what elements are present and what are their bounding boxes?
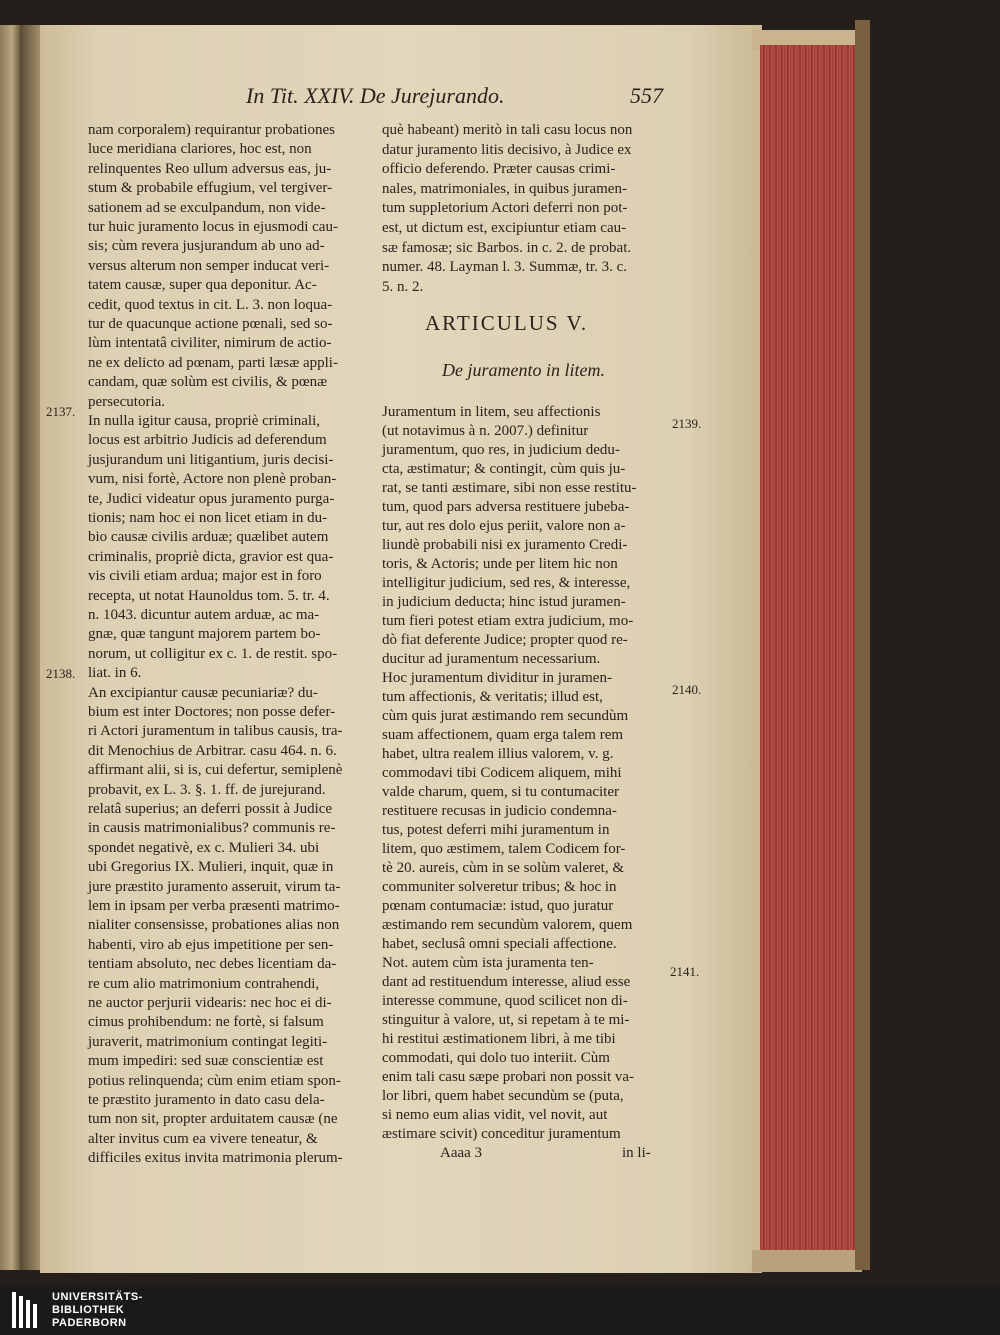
text-line: communiter solveretur tribus; & hoc in bbox=[382, 879, 617, 895]
text-line: tentiam absoluto, nec debes licentiam da- bbox=[88, 956, 337, 973]
text-line: tatem causæ, super qua deponitur. Ac- bbox=[88, 277, 317, 294]
text-line: cedit, quod textus in cit. L. 3. non loqua- bbox=[88, 296, 333, 313]
article-subheading: De juramento in litem. bbox=[442, 360, 605, 380]
margin-number-2138: 2138. bbox=[46, 666, 76, 681]
text-line: suam affectionem, quam erga talem rem bbox=[382, 727, 624, 743]
book-cover-edge bbox=[855, 20, 870, 1270]
page-block-bottom bbox=[752, 1250, 862, 1272]
margin-number-2141: 2141. bbox=[670, 964, 700, 979]
text-line: 5. n. 2. bbox=[382, 278, 424, 295]
text-line: valde charum, quem, si tu contumaciter bbox=[382, 784, 620, 800]
text-line: interesse commune, quod scilicet non di- bbox=[382, 993, 628, 1009]
signature-mark: Aaaa 3 bbox=[440, 1145, 483, 1161]
text-line: jusjurandum uni litigantium, juris decisi- bbox=[88, 451, 334, 468]
text-line: nialiter consensisse, probationes alias non bbox=[88, 917, 340, 934]
text-line: luce meridiana clariores, hoc est, non bbox=[88, 141, 312, 158]
text-line: re cum alio matrimonium contrahendi, bbox=[88, 975, 320, 992]
text-line: in judicium deducta; hinc istud juramen- bbox=[382, 594, 626, 610]
logo-line-1: UNIVERSITÄTS- bbox=[52, 1291, 143, 1303]
text-line: tum affectionis, & veritatis; illud est, bbox=[382, 689, 603, 705]
text-line: tum non sit, propter arduitatem causæ (ne bbox=[88, 1111, 338, 1128]
text-line: hi restitui æstimationem libri, à me tibi bbox=[382, 1031, 616, 1047]
text-line: vum, nisi fortè, Actore non plenè proban- bbox=[88, 471, 337, 488]
text-line: nam corporalem) requirantur probationes bbox=[88, 122, 335, 138]
text-line: tur de quacunque actione pœnali, sed so- bbox=[88, 316, 333, 332]
text-line: spondet negativè, ex c. Mulieri 34. ubi bbox=[88, 839, 320, 856]
text-line: ne ex delicto ad pœnam, parti læsæ appli- bbox=[88, 354, 338, 371]
text-line: dò fiat deferente Judice; propter quod re- bbox=[382, 632, 628, 648]
text-line: rat, se tanti æstimare, sibi non esse restitu- bbox=[382, 480, 637, 496]
text-line: criminalis, propriè dicta, gravior est qua- bbox=[88, 548, 334, 565]
text-line: sis; cùm revera jusjurandum ab uno ad- bbox=[88, 238, 325, 255]
text-line: numer. 48. Layman l. 3. Summæ, tr. 3. c. bbox=[382, 259, 627, 276]
logo-line-3: PADERBORN bbox=[52, 1317, 127, 1329]
text-line: relinquentes Reo ullum adversus eas, ju- bbox=[88, 160, 332, 177]
text-line: affirmant alii, si is, cui defertur, semiplenè bbox=[88, 762, 343, 779]
left-page-edge bbox=[0, 25, 20, 1270]
red-page-edges bbox=[760, 45, 856, 1257]
text-line: sationem ad se exculpandum, non vide- bbox=[88, 199, 326, 216]
text-line: bium est inter Doctores; non posse defer- bbox=[88, 704, 336, 720]
text-line: vis civili etiam ardua; major est in foro bbox=[88, 568, 322, 585]
running-title: In Tit. XXIV. De Jurejurando. bbox=[246, 83, 505, 108]
page-number: 557 bbox=[630, 83, 663, 108]
text-line: (ut notavimus à n. 2007.) definitur bbox=[382, 423, 589, 439]
text-line: Not. autem cùm ista juramenta ten- bbox=[382, 955, 594, 971]
text-line: in causis matrimonialibus? communis re- bbox=[88, 820, 336, 837]
text-line: lor libri, quem habet secundùm se (puta, bbox=[382, 1088, 624, 1104]
text-line: juramentum, quo res, in judicium dedu- bbox=[382, 442, 620, 458]
library-logo-icon bbox=[10, 1290, 44, 1330]
text-line: recepta, ut notat Haunoldus tom. 5. tr. 4. bbox=[88, 587, 330, 604]
text-line: restituere recusas in judicio condemna- bbox=[382, 803, 617, 819]
text-line: liat. in 6. bbox=[88, 665, 142, 682]
text-line: An excipiantur causæ pecuniariæ? du- bbox=[88, 684, 318, 701]
text-line: commodati, qui dolo tuo interiit. Cùm bbox=[382, 1050, 610, 1066]
book-gutter bbox=[20, 25, 42, 1270]
margin-number-2140: 2140. bbox=[672, 682, 702, 697]
text-line: lem in ipsam per verba præsenti matrimo- bbox=[88, 898, 340, 914]
text-line: stinguitur à valore, ut, si repetam à te mi- bbox=[382, 1012, 630, 1028]
text-line: tur huic juramento locus in ejusmodi cau- bbox=[88, 219, 338, 235]
text-line: dit Menochius de Arbitrar. casu 464. n. 6. bbox=[88, 742, 337, 759]
text-line: bio causæ civilis arduæ; quælibet autem bbox=[88, 529, 329, 546]
text-line: tum suppletorium Actori deferri non pot- bbox=[382, 200, 628, 217]
text-line: norum, ut colligitur ex c. 1. de restit. spo- bbox=[88, 645, 338, 662]
text-line: ducitur ad juramentum necessarium. bbox=[382, 651, 601, 667]
text-line: toris, & Actoris; unde per litem hic non bbox=[382, 556, 618, 572]
text-line: liundè probabili nisi ex juramento Credi- bbox=[382, 537, 628, 553]
text-line: habet, seclusâ omni speciali affectione. bbox=[382, 936, 617, 952]
text-line: potius relinquenda; cùm enim etiam spon- bbox=[88, 1072, 341, 1089]
text-line: si nemo eum alias vidit, vel novit, aut bbox=[382, 1107, 608, 1123]
text-line: cùm quis jurat æstimando rem secundùm bbox=[382, 708, 629, 724]
text-line: æstimare scivit) conceditur juramentum bbox=[382, 1126, 621, 1142]
text-line: n. 1043. dicuntur autem arduæ, ac ma- bbox=[88, 607, 320, 623]
text-line: officio deferendo. Præter causas crimi- bbox=[382, 161, 616, 178]
text-line: Hoc juramentum dividitur in juramen- bbox=[382, 670, 612, 686]
catchword: in li- bbox=[622, 1145, 651, 1161]
text-line: dant ad restituendum interesse, aliud esse bbox=[382, 974, 631, 990]
text-line: tionis; nam hoc ei non licet etiam in du- bbox=[88, 510, 328, 526]
text-line: difficiles exitus invita matrimonia plerum- bbox=[88, 1150, 343, 1167]
text-line: litem, quo æstimem, talem Codicem for- bbox=[382, 841, 626, 857]
text-line: est, ut dictum est, excipiuntur etiam cau- bbox=[382, 220, 627, 236]
text-line: datur juramento litis decisivo, à Judice ex bbox=[382, 141, 632, 158]
text-line: què habeant) meritò in tali casu locus non bbox=[382, 122, 633, 138]
text-line: tum fieri potest etiam extra judicium, mo- bbox=[382, 613, 634, 629]
text-line: locus est arbitrio Judicis ad deferendum bbox=[88, 432, 327, 449]
text-line: ubi Gregorius IX. Mulieri, inquit, quæ in bbox=[88, 859, 334, 876]
article-heading: ARTICULUS V. bbox=[425, 311, 589, 335]
text-line: habenti, viro ab ejus impetitione per sen- bbox=[88, 936, 334, 953]
text-line: probavit, ex L. 3. §. 1. ff. de jurejurand. bbox=[88, 781, 326, 798]
text-line: relatâ superius; an deferri possit à Judice bbox=[88, 801, 333, 817]
text-line: tus, potest deferri mihi juramentum in bbox=[382, 822, 610, 838]
library-footer bbox=[0, 1285, 1000, 1335]
text-line: jure præstito juramento asseruit, virum ta- bbox=[88, 878, 341, 895]
text-line: sæ famosæ; sic Barbos. in c. 2. de probat. bbox=[382, 239, 632, 256]
text-line: ri Actori juramentum in talibus causis, tra- bbox=[88, 723, 343, 740]
text-line: Juramentum in litem, seu affectionis bbox=[382, 404, 601, 420]
text-line: te, Judici videatur opus juramento purga- bbox=[88, 490, 335, 507]
text-line: mum impediri: sed suæ conscientiæ est bbox=[88, 1053, 324, 1070]
text-line: tè 20. aureis, cùm in se solùm valeret, & bbox=[382, 860, 625, 876]
text-line: habet, ultra realem illius valorem, v. g. bbox=[382, 746, 614, 762]
text-line: versus alterum non semper inducat veri- bbox=[88, 257, 330, 274]
text-line: tum, quod pars adversa restituere jubeba- bbox=[382, 499, 630, 515]
text-line: intelligitur judicium, sed res, & interesse, bbox=[382, 575, 631, 591]
text-line: ne auctor perjurii videaris: nec hoc ei di- bbox=[88, 995, 332, 1011]
text-line: pœnam contumaciæ: istud, quo juratur bbox=[382, 898, 614, 914]
text-line: stum & probabile effugium, vel tergiver- bbox=[88, 180, 333, 197]
text-line: In nulla igitur causa, propriè criminali, bbox=[88, 413, 321, 429]
text-line: juraverit, matrimonium contingat legiti- bbox=[88, 1033, 328, 1050]
text-line: te præstito juramento in dato casu dela- bbox=[88, 1092, 325, 1108]
text-line: tur, aut res dolo ejus periit, valore non a- bbox=[382, 518, 626, 534]
text-line: alter invitus cum ea vivere teneatur, & bbox=[88, 1130, 318, 1147]
text-line: commodavi tibi Codicem aliquem, mihi bbox=[382, 765, 622, 781]
logo-line-2: BIBLIOTHEK bbox=[52, 1304, 125, 1316]
text-line: lùm intentatâ civiliter, nimirum de actio- bbox=[88, 335, 332, 352]
text-line: nales, matrimoniales, in quibus juramen- bbox=[382, 180, 627, 197]
margin-number-2137: 2137. bbox=[46, 404, 76, 419]
text-line: æstimando rem secundùm valorem, quem bbox=[382, 917, 633, 933]
text-line: cimus prohibendum: ne fortè, si falsum bbox=[88, 1014, 324, 1031]
margin-number-2139: 2139. bbox=[672, 416, 702, 431]
text-line: enim tali casu sæpe probari non possit va- bbox=[382, 1069, 635, 1085]
text-line: candam, quæ solùm est civilis, & pœnæ bbox=[88, 374, 328, 391]
text-line: cta, æstimatur; & contingit, cùm quis ju- bbox=[382, 461, 626, 477]
text-line: gnæ, quæ tangunt majorem partem bo- bbox=[88, 626, 321, 643]
text-line: persecutoria. bbox=[88, 393, 166, 410]
